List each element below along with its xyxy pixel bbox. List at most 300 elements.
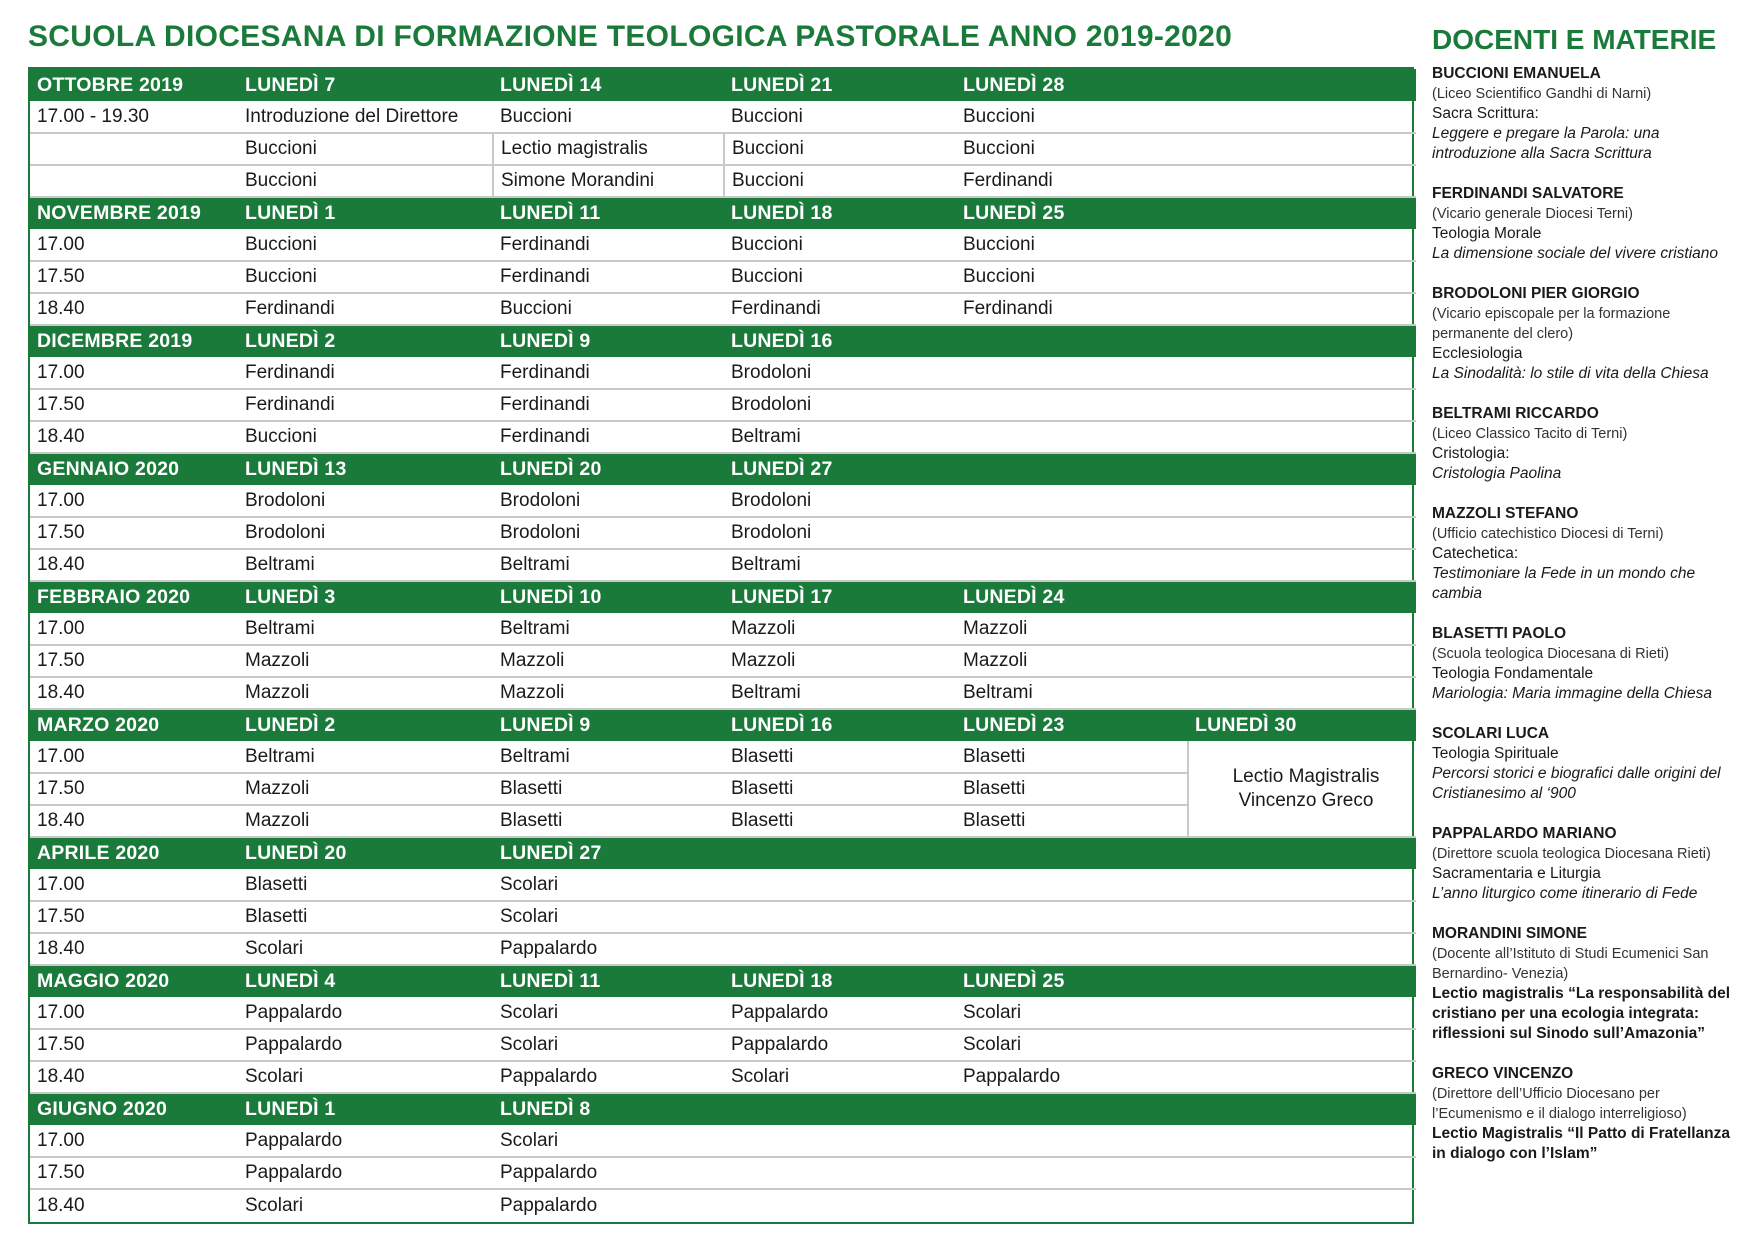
lesson-cell: Pappalardo	[500, 1194, 598, 1216]
teacher-name: BELTRAMI RICCARDO	[1432, 405, 1599, 422]
lesson-cell: Mazzoli	[493, 645, 724, 677]
lesson-cell: Buccioni	[238, 133, 493, 165]
lesson-cell: Ferdinandi	[956, 165, 1188, 197]
time-cell: 17.50	[30, 517, 238, 549]
time-cell: 17.50	[30, 389, 238, 421]
day-header: LUNEDÌ 18	[724, 965, 956, 997]
day-header: LUNEDÌ 7	[238, 69, 493, 101]
lesson-cell: Beltrami	[238, 613, 493, 645]
lesson-cell: Introduzione del Direttore	[238, 101, 493, 133]
lesson-cell	[956, 901, 1188, 933]
lesson-cell: Mazzoli	[238, 773, 493, 805]
lesson-cell: Blasetti	[724, 773, 956, 805]
day-header	[724, 1093, 956, 1125]
schedule-row	[30, 517, 1416, 549]
schedule-row	[30, 229, 1416, 261]
day-header	[1188, 453, 1416, 485]
lesson-cell: Mazzoli	[956, 645, 1188, 677]
teacher-topic: La dimensione sociale del vivere cristiano	[1432, 245, 1719, 262]
teacher-subject: Ecclesiologia	[1432, 345, 1523, 362]
teacher-affiliation: (Liceo Scientifico Gandhi di Narni)	[1432, 86, 1652, 102]
schedule-row	[30, 549, 1416, 581]
lesson-cell	[1188, 293, 1416, 325]
sidebar-title: DOCENTI E MATERIE	[1432, 24, 1717, 55]
time-cell: 17.00	[30, 613, 238, 645]
month-name: MAGGIO 2020	[30, 965, 238, 997]
lesson-cell: Ferdinandi	[493, 389, 724, 421]
time-cell: 17.00	[30, 1125, 238, 1157]
lesson-cell: Pappalardo	[724, 997, 956, 1029]
teacher-subject: Lectio Magistralis “Il Patto di Fratellanza in dialogo con l’Islam”	[1432, 1125, 1731, 1162]
lesson-cell: Simone Morandini	[493, 165, 724, 197]
schedule-row	[30, 133, 1416, 165]
lesson-cell: Buccioni	[238, 261, 493, 293]
day-header	[1188, 965, 1416, 997]
month-header-row	[30, 965, 1416, 997]
schedule-row	[30, 1189, 1416, 1221]
time-cell: 17.50	[30, 901, 238, 933]
teacher-affiliation: (Direttore scuola teologica Diocesana Rieti)	[1432, 846, 1711, 862]
day-header: LUNEDÌ 11	[493, 197, 724, 229]
day-header: LUNEDÌ 11	[493, 965, 724, 997]
day-header	[1188, 581, 1416, 613]
lesson-cell: Mazzoli	[238, 677, 493, 709]
day-header: LUNEDÌ 10	[493, 581, 724, 613]
lesson-cell	[956, 389, 1188, 421]
day-header: LUNEDÌ 2	[238, 709, 493, 741]
teacher-entry	[1432, 624, 1744, 704]
lesson-cell	[1188, 1189, 1416, 1221]
lesson-cell: Brodoloni	[238, 485, 493, 517]
lesson-cell	[1188, 485, 1416, 517]
day-header	[1188, 69, 1416, 101]
lesson-cell	[1188, 869, 1416, 901]
teacher-entry	[1432, 404, 1744, 484]
lesson-cell: Ferdinandi	[956, 293, 1188, 325]
day-header	[956, 1093, 1188, 1125]
lesson-cell: Ferdinandi	[493, 357, 724, 389]
lesson-cell: Beltrami	[238, 549, 493, 581]
lesson-cell: Brodoloni	[238, 517, 493, 549]
lesson-cell	[1188, 1125, 1416, 1157]
month-name: APRILE 2020	[30, 837, 238, 869]
day-header: LUNEDÌ 1	[238, 1093, 493, 1125]
teacher-name: PAPPALARDO MARIANO	[1432, 825, 1617, 842]
teacher-name: BRODOLONI PIER GIORGIO	[1432, 285, 1640, 302]
time-cell: 17.00	[30, 229, 238, 261]
lesson-cell: Mazzoli	[238, 645, 493, 677]
teacher-subject: Teologia Morale	[1432, 225, 1542, 242]
day-header: LUNEDÌ 25	[956, 965, 1188, 997]
time-cell: 17.00	[30, 357, 238, 389]
lesson-cell: Mazzoli	[493, 677, 724, 709]
lesson-cell	[724, 1125, 956, 1157]
schedule-row	[30, 1125, 1416, 1157]
lesson-cell: Ferdinandi	[238, 293, 493, 325]
lesson-cell	[1188, 261, 1416, 293]
schedule-row	[30, 1061, 1416, 1093]
lesson-cell: Scolari	[493, 1029, 724, 1061]
lesson-cell: Scolari	[493, 901, 724, 933]
day-header: LUNEDÌ 25	[956, 197, 1188, 229]
schedule-row	[30, 101, 1416, 133]
lesson-cell	[956, 1189, 1188, 1221]
time-cell: 17.50	[30, 645, 238, 677]
lesson-cell: Buccioni	[956, 229, 1188, 261]
lesson-cell	[1188, 1029, 1416, 1061]
teacher-entry	[1432, 504, 1744, 604]
lesson-cell: Mazzoli	[238, 805, 493, 837]
lesson-cell: Mazzoli	[724, 645, 956, 677]
schedule-row	[30, 997, 1416, 1029]
lesson-cell	[1188, 901, 1416, 933]
month-header-row	[30, 453, 1416, 485]
schedule-row	[30, 421, 1416, 453]
lesson-cell: Blasetti	[724, 741, 956, 773]
lesson-cell	[1188, 133, 1416, 165]
schedule-row	[30, 261, 1416, 293]
day-header: LUNEDÌ 17	[724, 581, 956, 613]
lesson-cell: Ferdinandi	[493, 421, 724, 453]
month-name: NOVEMBRE 2019	[30, 197, 238, 229]
teacher-topic: Cristologia Paolina	[1432, 465, 1562, 482]
lesson-cell: Blasetti	[956, 805, 1188, 837]
day-header: LUNEDÌ 21	[724, 69, 956, 101]
teachers-sidebar	[1432, 24, 1744, 1184]
time-cell: 17.50	[30, 1157, 238, 1189]
lesson-cell: Scolari	[724, 1061, 956, 1093]
lesson-cell	[1188, 101, 1416, 133]
lesson-cell: Buccioni	[238, 165, 493, 197]
schedule-row	[30, 1029, 1416, 1061]
day-header: LUNEDÌ 18	[724, 197, 956, 229]
lesson-cell: Brodoloni	[724, 517, 956, 549]
lesson-cell: Pappalardo	[724, 1029, 956, 1061]
teacher-topic: Leggere e pregare la Parola: una introduzione alla Sacra Scrittura	[1432, 125, 1660, 162]
teacher-affiliation: (Direttore dell’Ufficio Diocesano per l’Ecumenismo e il dialogo interreligioso)	[1432, 1086, 1687, 1122]
lesson-cell: Scolari	[493, 1125, 724, 1157]
lesson-cell: Brodoloni	[493, 517, 724, 549]
day-header: LUNEDÌ 2	[238, 325, 493, 357]
teacher-entry	[1432, 184, 1744, 264]
time-cell	[30, 165, 238, 197]
lesson-cell	[1188, 933, 1416, 965]
teacher-subject: Catechetica:	[1432, 545, 1519, 562]
teacher-affiliation: (Scuola teologica Diocesana di Rieti)	[1432, 646, 1669, 662]
teacher-subject: Cristologia:	[1432, 445, 1510, 462]
schedule-row	[30, 613, 1416, 645]
lesson-cell	[724, 1157, 956, 1189]
lesson-cell: Buccioni	[724, 261, 956, 293]
lesson-cell: Brodoloni	[493, 485, 724, 517]
lectio-title: Lectio Magistralis	[1232, 765, 1380, 787]
lesson-cell: Scolari	[956, 1029, 1188, 1061]
month-header-row	[30, 837, 1416, 869]
day-header	[956, 837, 1188, 869]
lesson-cell: Blasetti	[238, 901, 493, 933]
day-header: LUNEDÌ 23	[956, 709, 1188, 741]
teacher-name: FERDINANDI SALVATORE	[1432, 185, 1624, 202]
lesson-cell: Buccioni	[724, 229, 956, 261]
lesson-cell	[1188, 165, 1416, 197]
schedule-row	[30, 293, 1416, 325]
lesson-cell: Scolari	[238, 1061, 493, 1093]
teacher-entry	[1432, 924, 1744, 1044]
lesson-cell	[1188, 1157, 1416, 1189]
time-cell: 18.40	[30, 805, 238, 837]
lesson-cell: Pappalardo	[493, 1157, 724, 1189]
month-header-row	[30, 197, 1416, 229]
lesson-cell: Scolari	[238, 933, 493, 965]
lesson-cell: Buccioni	[956, 101, 1188, 133]
day-header: LUNEDÌ 9	[493, 325, 724, 357]
schedule-row	[30, 645, 1416, 677]
teacher-affiliation: (Liceo Classico Tacito di Terni)	[1432, 426, 1628, 442]
lectio-speaker: Vincenzo Greco	[1238, 789, 1374, 811]
teacher-name: GRECO VINCENZO	[1432, 1065, 1574, 1082]
lesson-cell	[956, 869, 1188, 901]
time-cell: 17.00	[30, 741, 238, 773]
time-cell: 17.50	[30, 773, 238, 805]
teacher-name: MAZZOLI STEFANO	[1432, 505, 1579, 522]
time-cell: 17.00	[30, 869, 238, 901]
time-cell: 18.40	[30, 549, 238, 581]
lesson-cell: Beltrami	[724, 549, 956, 581]
schedule-row	[30, 485, 1416, 517]
lesson-cell: Buccioni	[493, 293, 724, 325]
month-name: GIUGNO 2020	[30, 1093, 238, 1125]
lesson-cell: Blasetti	[956, 773, 1188, 805]
teacher-name: MORANDINI SIMONE	[1432, 925, 1587, 942]
lesson-cell: Blasetti	[724, 805, 956, 837]
month-header-row	[30, 581, 1416, 613]
month-header-row	[30, 709, 1416, 741]
lesson-cell: Beltrami	[956, 677, 1188, 709]
lesson-cell: Beltrami	[493, 741, 724, 773]
month-name: FEBBRAIO 2020	[30, 581, 238, 613]
lesson-cell: Brodoloni	[724, 389, 956, 421]
teacher-affiliation: (Ufficio catechistico Diocesi di Terni)	[1432, 526, 1664, 542]
time-cell: 18.40	[30, 421, 238, 453]
day-header: LUNEDÌ 8	[493, 1093, 724, 1125]
schedule-row	[30, 741, 1416, 773]
day-header: LUNEDÌ 20	[238, 837, 493, 869]
lesson-cell: Blasetti	[493, 773, 724, 805]
teacher-entry	[1432, 1064, 1744, 1164]
time-cell	[30, 133, 238, 165]
teacher-topic: Mariologia: Maria immagine della Chiesa	[1432, 685, 1712, 702]
schedule-row	[30, 869, 1416, 901]
schedule-row	[30, 357, 1416, 389]
page-title: SCUOLA DIOCESANA DI FORMAZIONE TEOLOGICA PASTORALE ANNO 2019-2020	[28, 20, 1233, 53]
lesson-cell: Buccioni	[724, 165, 956, 197]
lesson-cell	[956, 933, 1188, 965]
schedule-grid	[30, 69, 1416, 1221]
lesson-cell: Buccioni	[238, 421, 493, 453]
teacher-list	[1432, 64, 1744, 1164]
month-header-row	[30, 325, 1416, 357]
time-cell: 17.00 - 19.30	[30, 101, 238, 133]
lesson-cell	[1188, 645, 1416, 677]
day-header: LUNEDÌ 27	[493, 837, 724, 869]
lesson-cell: Scolari	[493, 869, 724, 901]
lesson-cell: Beltrami	[724, 677, 956, 709]
lesson-cell: Ferdinandi	[493, 229, 724, 261]
teacher-subject: Teologia Fondamentale	[1432, 665, 1594, 682]
lesson-cell: Pappalardo	[238, 997, 493, 1029]
time-cell: 18.40	[30, 1061, 238, 1093]
lesson-cell: Lectio magistralis	[493, 133, 724, 165]
lesson-cell: Pappalardo	[493, 1061, 724, 1093]
lesson-cell	[724, 901, 956, 933]
lesson-cell: Buccioni	[493, 101, 724, 133]
lesson-cell: Pappalardo	[238, 1125, 493, 1157]
lesson-cell	[724, 933, 956, 965]
lesson-cell	[956, 485, 1188, 517]
day-header: LUNEDÌ 28	[956, 69, 1188, 101]
day-header: LUNEDÌ 13	[238, 453, 493, 485]
lesson-cell: Scolari	[493, 997, 724, 1029]
month-name: DICEMBRE 2019	[30, 325, 238, 357]
lesson-cell	[956, 1157, 1188, 1189]
lesson-cell: Mazzoli	[956, 613, 1188, 645]
lesson-cell: Blasetti	[238, 869, 493, 901]
lesson-cell: Ferdinandi	[238, 389, 493, 421]
day-header	[956, 453, 1188, 485]
teacher-topic: L’anno liturgico come itinerario di Fede	[1432, 885, 1698, 902]
day-header: LUNEDÌ 4	[238, 965, 493, 997]
schedule-row	[30, 677, 1416, 709]
lesson-cell	[956, 421, 1188, 453]
time-cell: 17.50	[30, 261, 238, 293]
day-header	[724, 837, 956, 869]
schedule-row	[30, 901, 1416, 933]
day-header	[1188, 325, 1416, 357]
month-name: OTTOBRE 2019	[30, 69, 238, 101]
lesson-cell: Brodoloni	[724, 357, 956, 389]
lesson-cell	[1188, 389, 1416, 421]
lesson-cell	[1188, 517, 1416, 549]
lesson-cell	[956, 357, 1188, 389]
teacher-entry	[1432, 64, 1744, 164]
day-header: LUNEDÌ 1	[238, 197, 493, 229]
lesson-cell: Brodoloni	[724, 485, 956, 517]
lesson-cell	[956, 1125, 1188, 1157]
day-header	[1188, 837, 1416, 869]
lesson-cell	[1188, 421, 1416, 453]
day-header	[956, 325, 1188, 357]
lesson-cell	[1188, 549, 1416, 581]
day-header	[1188, 1093, 1416, 1125]
schedule-row	[30, 1157, 1416, 1189]
lesson-cell: Mazzoli	[724, 613, 956, 645]
lesson-cell	[1188, 229, 1416, 261]
lesson-cell	[1188, 357, 1416, 389]
lesson-cell	[1188, 613, 1416, 645]
time-cell: 18.40	[37, 1194, 85, 1216]
lesson-cell	[724, 1189, 956, 1221]
month-name: MARZO 2020	[30, 709, 238, 741]
teacher-topic: Testimoniare la Fede in un mondo che cambia	[1432, 565, 1696, 602]
month-header-row	[30, 1093, 1416, 1125]
lesson-cell: Buccioni	[724, 101, 956, 133]
lesson-cell	[956, 549, 1188, 581]
lesson-cell	[1188, 997, 1416, 1029]
lesson-cell: Pappalardo	[493, 933, 724, 965]
schedule-row	[30, 389, 1416, 421]
teacher-name: SCOLARI LUCA	[1432, 725, 1550, 742]
teacher-name: BLASETTI PAOLO	[1432, 625, 1567, 642]
lectio-cell	[1188, 741, 1416, 837]
lesson-cell: Buccioni	[956, 133, 1188, 165]
lesson-cell: Pappalardo	[956, 1061, 1188, 1093]
lesson-cell: Beltrami	[238, 741, 493, 773]
teacher-subject: Sacra Scrittura:	[1432, 105, 1539, 122]
teacher-name: BUCCIONI EMANUELA	[1432, 65, 1601, 82]
day-header: LUNEDÌ 3	[238, 581, 493, 613]
lesson-cell: Blasetti	[956, 741, 1188, 773]
lesson-cell	[724, 869, 956, 901]
day-header: LUNEDÌ 30	[1188, 709, 1416, 741]
lesson-cell: Pappalardo	[238, 1157, 493, 1189]
lesson-cell: Buccioni	[238, 229, 493, 261]
lesson-cell: Scolari	[245, 1194, 304, 1216]
time-cell: 18.40	[30, 677, 238, 709]
time-cell: 18.40	[30, 293, 238, 325]
teacher-affiliation: (Docente all’Istituto di Studi Ecumenici San Bernardino- Venezia)	[1432, 946, 1709, 982]
lesson-cell: Ferdinandi	[238, 357, 493, 389]
lesson-cell	[956, 517, 1188, 549]
day-header: LUNEDÌ 16	[724, 709, 956, 741]
day-header: LUNEDÌ 24	[956, 581, 1188, 613]
lesson-cell: Beltrami	[724, 421, 956, 453]
time-cell: 17.50	[30, 1029, 238, 1061]
lesson-cell: Ferdinandi	[493, 261, 724, 293]
teacher-entry	[1432, 824, 1744, 904]
day-header: LUNEDÌ 16	[724, 325, 956, 357]
lesson-cell: Buccioni	[956, 261, 1188, 293]
lesson-cell: Blasetti	[493, 805, 724, 837]
teacher-topic: La Sinodalità: lo stile di vita della Chiesa	[1432, 365, 1709, 382]
month-name: GENNAIO 2020	[30, 453, 238, 485]
teacher-affiliation: (Vicario generale Diocesi Terni)	[1432, 206, 1633, 222]
month-header-row	[30, 69, 1416, 101]
time-cell: 17.00	[30, 485, 238, 517]
teacher-affiliation: (Vicario episcopale per la formazione permanente del clero)	[1432, 306, 1671, 342]
lesson-cell: Buccioni	[724, 133, 956, 165]
schedule-row	[30, 933, 1416, 965]
teacher-entry	[1432, 284, 1744, 384]
teacher-subject: Sacramentaria e Liturgia	[1432, 865, 1601, 882]
day-header	[1188, 197, 1416, 229]
day-header: LUNEDÌ 14	[493, 69, 724, 101]
day-header: LUNEDÌ 20	[493, 453, 724, 485]
lesson-cell: Pappalardo	[238, 1029, 493, 1061]
lesson-cell	[1188, 1061, 1416, 1093]
teacher-entry	[1432, 724, 1744, 804]
lesson-cell: Beltrami	[493, 613, 724, 645]
time-cell: 17.00	[30, 997, 238, 1029]
lesson-cell: Ferdinandi	[724, 293, 956, 325]
schedule-row	[30, 165, 1416, 197]
day-header: LUNEDÌ 9	[493, 709, 724, 741]
lesson-cell	[1188, 677, 1416, 709]
time-cell: 18.40	[30, 933, 238, 965]
lesson-cell: Scolari	[956, 997, 1188, 1029]
teacher-subject: Lectio magistralis “La responsabilità del cristiano per una ecologia integrata: riflessioni sul Sinodo sull’Amazonia”	[1432, 985, 1731, 1042]
day-header: LUNEDÌ 27	[724, 453, 956, 485]
schedule-table	[28, 67, 1414, 1224]
